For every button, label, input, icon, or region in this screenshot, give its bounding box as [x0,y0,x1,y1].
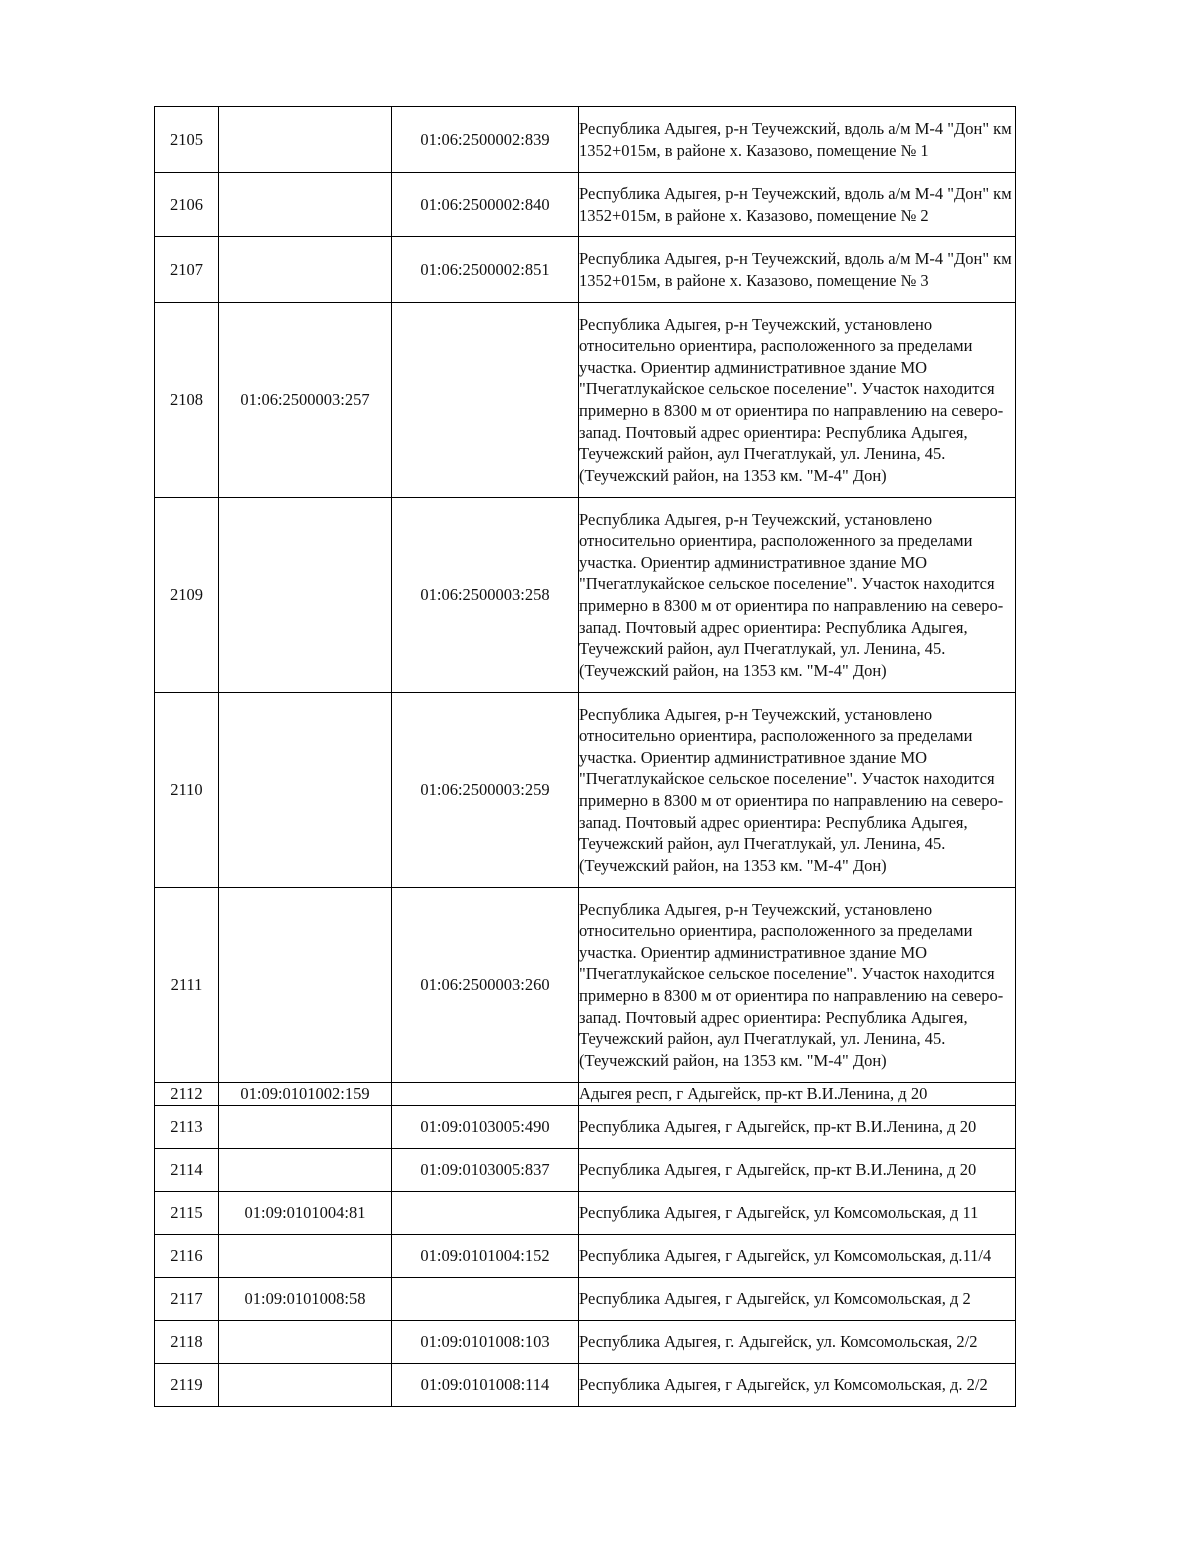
row-number-text: 2107 [170,259,203,279]
row-number-text: 2116 [170,1245,203,1265]
cadastral-number-cell [219,1234,392,1277]
row-number-text: 2113 [170,1116,203,1136]
object-cadastral-number-text: 01:09:0103005:490 [420,1116,550,1136]
cadastral-number-cell [219,1191,392,1234]
cadastral-number-cell [219,1363,392,1406]
row-number-text: 2115 [170,1202,203,1222]
address-cell [579,237,1016,303]
cadastral-number-cell [219,693,392,888]
row-number-cell [155,1363,219,1406]
address-cell [579,1105,1016,1148]
address-text: Республика Адыгея, р-н Теучежский, установлено относительно ориентира, расположенного за пределами участка. Ориентир административное здание МО "Пчегатлукайское сельское поселение". Участок находится примерно в 8300 м от ориентира по направлению на северо-запад. Почтовый адрес ориентира: Республика Адыгея, Теучежский район, аул Пчегатлукай, ул. Ленина, 45. (Теучежский район, на 1353 км. "М-4" Дон) [579,899,1004,1070]
row-number-cell [155,1105,219,1148]
object-cadastral-number-cell [392,498,579,693]
cadastral-number-cell [219,1148,392,1191]
registry-table [154,106,1016,1407]
object-cadastral-number-cell [392,1234,579,1277]
object-cadastral-number-text: 01:06:2500003:260 [420,975,550,995]
row-number-text: 2105 [170,129,203,149]
row-number-cell [155,888,219,1083]
table-row [155,498,1016,693]
address-text: Республика Адыгея, р-н Теучежский, установлено относительно ориентира, расположенного за пределами участка. Ориентир административное здание МО "Пчегатлукайское сельское поселение". Участок находится примерно в 8300 м от ориентира по направлению на северо-запад. Почтовый адрес ориентира: Республика Адыгея, Теучежский район, аул Пчегатлукай, ул. Ленина, 45. (Теучежский район, на 1353 км. "М-4" Дон) [579,509,1004,680]
cadastral-number-text: 01:09:0101004:81 [244,1202,366,1222]
cadastral-number-text: 01:09:0101002:159 [240,1084,370,1103]
table-row [155,1277,1016,1320]
object-cadastral-number-cell [392,173,579,237]
table-row [155,173,1016,237]
object-cadastral-number-cell [392,888,579,1083]
address-cell [579,173,1016,237]
cadastral-number-cell [219,303,392,498]
object-cadastral-number-text: 01:09:0103005:837 [420,1159,550,1179]
cadastral-number-cell [219,1320,392,1363]
cadastral-number-text: 01:09:0101008:58 [244,1288,366,1308]
address-text: Республика Адыгея, г Адыгейск, ул Комсомольская, д.11/4 [579,1245,992,1265]
address-cell [579,693,1016,888]
object-cadastral-number-text: 01:06:2500003:259 [420,780,550,800]
row-number-cell [155,1277,219,1320]
object-cadastral-number-text: 01:09:0101008:103 [420,1331,550,1351]
object-cadastral-number-cell [392,1191,579,1234]
address-cell [579,1191,1016,1234]
row-number-cell [155,1234,219,1277]
table-row [155,1148,1016,1191]
table-row [155,107,1016,173]
row-number-cell [155,1320,219,1363]
table-row [155,1083,1016,1106]
address-text: Республика Адыгея, г Адыгейск, ул Комсомольская, д. 2/2 [579,1374,988,1394]
row-number-cell [155,173,219,237]
table-row [155,1320,1016,1363]
table-row [155,1191,1016,1234]
cadastral-number-cell [219,237,392,303]
row-number-text: 2117 [170,1288,203,1308]
address-text: Республика Адыгея, г Адыгейск, пр-кт В.И.Ленина, д 20 [579,1116,977,1136]
object-cadastral-number-text: 01:06:2500002:851 [420,259,550,279]
object-cadastral-number-text: 01:06:2500002:840 [420,194,550,214]
object-cadastral-number-cell [392,237,579,303]
address-text: Республика Адыгея, р-н Теучежский, установлено относительно ориентира, расположенного за пределами участка. Ориентир административное здание МО "Пчегатлукайское сельское поселение". Участок находится примерно в 8300 м от ориентира по направлению на северо-запад. Почтовый адрес ориентира: Республика Адыгея, Теучежский район, аул Пчегатлукай, ул. Ленина, 45. (Теучежский район, на 1353 км. "М-4" Дон) [579,704,1004,875]
address-cell [579,1277,1016,1320]
address-text: Республика Адыгея, р-н Теучежский, вдоль а/м М-4 "Дон" км 1352+015м, в районе х. Казазово, помещение № 2 [579,183,1012,225]
cadastral-number-cell [219,498,392,693]
address-text: Республика Адыгея, р-н Теучежский, вдоль а/м М-4 "Дон" км 1352+015м, в районе х. Казазово, помещение № 3 [579,248,1012,290]
row-number-cell [155,1191,219,1234]
address-cell [579,303,1016,498]
address-cell [579,498,1016,693]
table-row [155,693,1016,888]
row-number-text: 2109 [170,585,203,605]
address-cell [579,1148,1016,1191]
object-cadastral-number-cell [392,1277,579,1320]
row-number-text: 2118 [170,1331,203,1351]
object-cadastral-number-cell [392,1148,579,1191]
row-number-cell [155,237,219,303]
address-text: Адыгея респ, г Адыгейск, пр-кт В.И.Ленина, д 20 [579,1084,928,1103]
table-row [155,888,1016,1083]
row-number-text: 2119 [170,1374,203,1394]
object-cadastral-number-cell [392,107,579,173]
cadastral-number-text: 01:06:2500003:257 [240,390,370,410]
object-cadastral-number-text: 01:06:2500002:839 [420,129,550,149]
address-cell [579,888,1016,1083]
address-text: Республика Адыгея, р-н Теучежский, вдоль а/м М-4 "Дон" км 1352+015м, в районе х. Казазово, помещение № 1 [579,118,1012,160]
address-cell [579,1320,1016,1363]
object-cadastral-number-cell [392,693,579,888]
row-number-text: 2108 [170,390,203,410]
address-text: Республика Адыгея, г. Адыгейск, ул. Комсомольская, 2/2 [579,1331,978,1351]
row-number-text: 2106 [170,194,203,214]
row-number-text: 2110 [170,780,203,800]
table-row [155,1105,1016,1148]
cadastral-number-cell [219,888,392,1083]
row-number-cell [155,303,219,498]
table-row [155,1234,1016,1277]
address-text: Республика Адыгея, р-н Теучежский, установлено относительно ориентира, расположенного за пределами участка. Ориентир административное здание МО "Пчегатлукайское сельское поселение". Участок находится примерно в 8300 м от ориентира по направлению на северо-запад. Почтовый адрес ориентира: Республика Адыгея, Теучежский район, аул Пчегатлукай, ул. Ленина, 45. (Теучежский район, на 1353 км. "М-4" Дон) [579,314,1004,485]
row-number-cell [155,1083,219,1106]
table-row [155,1363,1016,1406]
row-number-cell [155,693,219,888]
object-cadastral-number-cell [392,1083,579,1106]
registry-table-body [155,107,1016,1407]
object-cadastral-number-text: 01:06:2500003:258 [420,585,550,605]
address-cell [579,1363,1016,1406]
object-cadastral-number-cell [392,303,579,498]
row-number-cell [155,1148,219,1191]
cadastral-number-cell [219,173,392,237]
row-number-text: 2111 [170,975,203,995]
address-text: Республика Адыгея, г Адыгейск, пр-кт В.И.Ленина, д 20 [579,1159,977,1179]
address-text: Республика Адыгея, г Адыгейск, ул Комсомольская, д 2 [579,1288,971,1308]
row-number-cell [155,107,219,173]
object-cadastral-number-cell [392,1320,579,1363]
address-cell [579,1234,1016,1277]
table-row [155,237,1016,303]
cadastral-number-cell [219,1277,392,1320]
address-cell [579,1083,1016,1106]
row-number-cell [155,498,219,693]
object-cadastral-number-cell [392,1363,579,1406]
table-row [155,303,1016,498]
cadastral-number-cell [219,107,392,173]
row-number-text: 2114 [170,1159,203,1179]
address-text: Республика Адыгея, г Адыгейск, ул Комсомольская, д 11 [579,1202,979,1222]
cadastral-number-cell [219,1083,392,1106]
object-cadastral-number-cell [392,1105,579,1148]
address-cell [579,107,1016,173]
cadastral-number-cell [219,1105,392,1148]
object-cadastral-number-text: 01:09:0101004:152 [420,1245,550,1265]
object-cadastral-number-text: 01:09:0101008:114 [420,1374,550,1394]
row-number-text: 2112 [170,1084,203,1103]
